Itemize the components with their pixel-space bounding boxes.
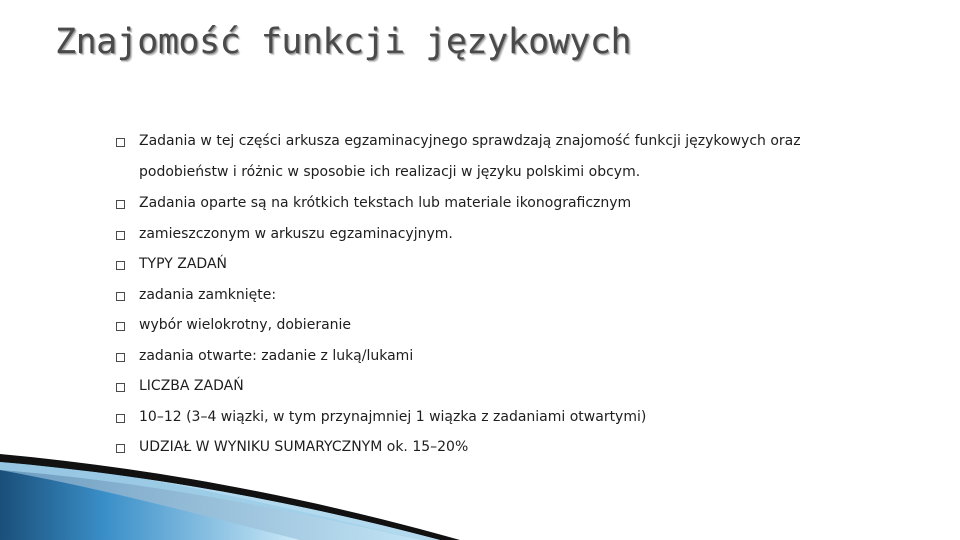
bullet-text: zadania zamknięte: bbox=[139, 286, 277, 303]
bullet-text: Zadania w tej części arkusza egzaminacyjnego sprawdzają znajomość funkcji językowych oraz podobieństw i różnic w sposobie ich realizacji w języku polskimi obcym. bbox=[139, 133, 801, 180]
bullet-text: zamieszczonym w arkuszu egzaminacyjnym. bbox=[139, 225, 453, 242]
bullet-text: wybór wielokrotny, dobieranie bbox=[139, 317, 352, 333]
bullet-text: 10–12 (3–4 wiązki, w tym przynajmniej 1 wiązka z zadaniami otwartymi) bbox=[139, 408, 647, 425]
slide-title: Znajomość funkcji językowych bbox=[55, 22, 632, 62]
bullet-text: UDZIAŁ W WYNIKU SUMARYCZNYM ok. 15–20% bbox=[139, 439, 469, 455]
bullet-text: Zadania oparte są na krótkich tekstach lub materiale ikonograficznym bbox=[139, 195, 632, 211]
bullet-text: zadania otwarte: zadanie z luką/lukami bbox=[139, 347, 414, 364]
bullet-text: TYPY ZADAŃ bbox=[139, 256, 227, 272]
bullet-text: LICZBA ZADAŃ bbox=[139, 378, 244, 394]
